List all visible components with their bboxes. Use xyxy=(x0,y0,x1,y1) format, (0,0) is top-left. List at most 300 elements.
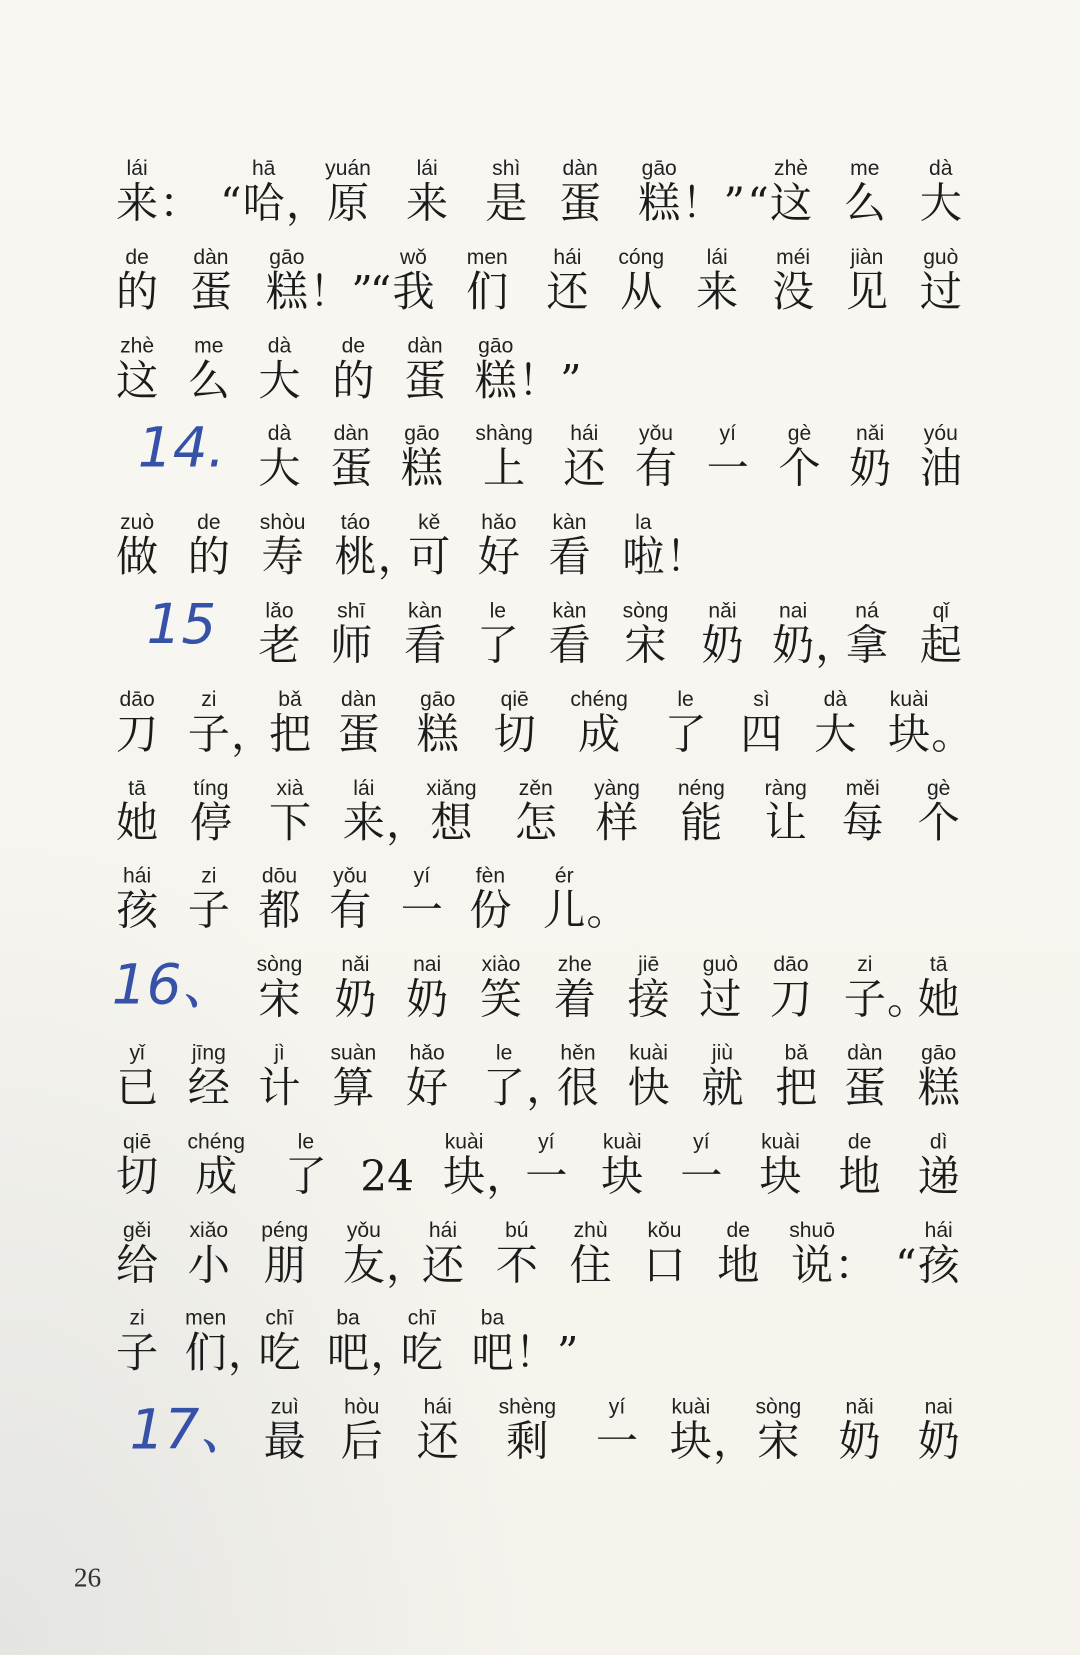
character-box xyxy=(698,975,742,1025)
hanzi-character: 给 xyxy=(116,1240,159,1290)
character-box xyxy=(405,975,449,1025)
character-box xyxy=(257,887,301,936)
punctuation-mark: “ xyxy=(219,179,242,228)
pinyin-syllable: le xyxy=(677,687,694,712)
pinyin-syllable: péng xyxy=(261,1218,309,1242)
hanzi-character: 蛋 xyxy=(330,444,373,494)
pinyin-syllable: me xyxy=(194,334,224,358)
punctuation-mark: ， xyxy=(230,710,274,759)
pinyin-syllable: shèng xyxy=(498,1395,557,1419)
hanzi-character: 来 xyxy=(342,798,385,848)
punctuation-mark: ， xyxy=(285,179,329,228)
pinyin-syllable: de xyxy=(341,334,366,358)
punctuation-mark: ！” xyxy=(309,267,373,317)
syllable-cell xyxy=(594,775,640,848)
pinyin-syllable: zhè xyxy=(120,334,155,358)
character-box xyxy=(514,798,558,848)
pinyin-syllable: dāo xyxy=(773,953,809,977)
character-box xyxy=(505,1417,549,1467)
character-box xyxy=(700,621,744,671)
pinyin-syllable: le xyxy=(489,599,507,623)
pinyin-syllable: dàn xyxy=(407,334,443,358)
hanzi-character: 糕 xyxy=(400,444,443,494)
pinyin-syllable: měi xyxy=(845,776,880,800)
handwritten-paragraph-number: 17、 xyxy=(129,1399,255,1463)
character-box xyxy=(416,1417,460,1467)
hanzi-character: 着 xyxy=(553,975,596,1025)
character-box xyxy=(845,267,889,317)
character-box xyxy=(917,798,961,848)
syllable-cell xyxy=(187,864,231,934)
hanzi-character: 成 xyxy=(195,1152,238,1201)
hanzi-character: 24 xyxy=(360,1152,414,1201)
pinyin-syllable: nai xyxy=(413,953,442,977)
character-box xyxy=(403,356,447,405)
hanzi-character: 们 xyxy=(184,1329,227,1378)
pinyin-syllable: chī xyxy=(407,1307,436,1331)
syllable-cell xyxy=(919,598,963,671)
character-box xyxy=(790,1240,877,1290)
syllable-cell xyxy=(813,687,857,757)
syllable-cell xyxy=(769,952,813,1025)
syllable-cell xyxy=(115,1129,159,1199)
hanzi-character: 上 xyxy=(483,444,526,494)
character-box xyxy=(115,267,159,317)
syllable-cell xyxy=(369,245,435,317)
syllable-cell xyxy=(257,422,301,492)
pinyin-syllable: zi xyxy=(129,1307,145,1331)
pinyin-syllable: lái xyxy=(126,157,148,181)
hanzi-character: 块 xyxy=(601,1152,644,1201)
hanzi-character: 了 xyxy=(664,710,707,759)
character-box xyxy=(919,444,963,494)
character-box xyxy=(115,1063,159,1113)
character-box xyxy=(716,1240,760,1290)
hanzi-character: 这 xyxy=(116,356,159,405)
text-line xyxy=(0,1041,1080,1111)
hanzi-character: 吧 xyxy=(326,1329,370,1378)
character-box xyxy=(663,710,707,759)
pinyin-syllable: kuài xyxy=(629,1041,668,1065)
character-box xyxy=(284,1152,328,1201)
hanzi-character: 起 xyxy=(919,621,962,671)
hanzi-character: 做 xyxy=(116,533,159,582)
hanzi-character: 还 xyxy=(416,1417,459,1467)
text-line xyxy=(0,1129,1080,1199)
syllable-cell xyxy=(328,864,372,934)
syllable-cell xyxy=(700,1041,744,1111)
character-box xyxy=(416,710,460,759)
syllable-cell xyxy=(115,687,159,757)
syllable-cell xyxy=(470,1306,579,1378)
syllable-cell xyxy=(342,1218,429,1290)
hanzi-character: 停 xyxy=(189,798,233,848)
syllable-cell xyxy=(917,952,961,1025)
pinyin-syllable: zhù xyxy=(573,1218,608,1242)
syllable-cell xyxy=(642,1218,686,1288)
hanzi-character: 个 xyxy=(778,444,821,494)
pinyin-syllable: jiàn xyxy=(850,245,884,269)
character-box xyxy=(837,1152,881,1201)
character-box xyxy=(369,267,435,317)
hanzi-character: 块 xyxy=(759,1152,802,1201)
hanzi-character: 友 xyxy=(342,1240,385,1290)
syllable-cell xyxy=(595,1395,639,1465)
syllable-cell xyxy=(547,598,591,671)
character-box xyxy=(115,1240,159,1290)
syllable-cell xyxy=(405,952,449,1025)
character-box xyxy=(917,1152,961,1201)
hanzi-character: 能 xyxy=(680,798,723,848)
syllable-cell xyxy=(848,422,892,492)
syllable-cell xyxy=(621,510,708,582)
character-box xyxy=(474,356,582,405)
pinyin-syllable: lǎo xyxy=(265,599,294,623)
syllable-cell xyxy=(669,1395,756,1467)
hanzi-character: 糕 xyxy=(638,179,681,228)
syllable-cell xyxy=(917,775,961,848)
punctuation-mark: ！ xyxy=(665,533,708,582)
punctuation-mark: “ xyxy=(747,179,769,228)
character-box xyxy=(547,621,591,671)
syllable-cell xyxy=(342,775,429,848)
hanzi-character: 怎 xyxy=(514,798,557,848)
text-line xyxy=(0,1306,1080,1376)
pinyin-syllable: men xyxy=(466,245,508,269)
pinyin-syllable: hái xyxy=(570,422,599,446)
character-box xyxy=(187,710,274,759)
syllable-cell xyxy=(845,245,889,315)
text-line xyxy=(0,687,1080,757)
pinyin-syllable: xiǎo xyxy=(189,1218,229,1242)
punctuation-mark: ： xyxy=(159,179,202,228)
syllable-cell xyxy=(416,1395,460,1465)
hanzi-character: 来 xyxy=(116,179,159,228)
pinyin-syllable: le xyxy=(297,1130,315,1154)
character-box xyxy=(848,444,892,494)
character-box xyxy=(265,267,373,317)
character-box xyxy=(257,975,301,1025)
hanzi-character: 刀 xyxy=(769,975,813,1025)
character-box xyxy=(400,444,444,494)
pinyin-syllable: qǐ xyxy=(932,599,949,623)
syllable-cell xyxy=(894,1218,961,1290)
pinyin-syllable: gè xyxy=(926,776,951,800)
text-line xyxy=(0,333,1080,403)
syllable-cell xyxy=(284,1129,328,1199)
pinyin-syllable: dà xyxy=(267,334,292,358)
syllable-cell xyxy=(115,1306,159,1376)
syllable-cell xyxy=(268,687,312,757)
hanzi-character: 是 xyxy=(485,179,528,228)
character-box xyxy=(331,1063,375,1113)
character-box xyxy=(468,887,512,936)
syllable-cell xyxy=(493,687,537,757)
syllable-cell xyxy=(545,245,589,315)
pinyin-syllable: kuài xyxy=(444,1130,484,1154)
pinyin-syllable: ná xyxy=(855,599,879,623)
text-line xyxy=(0,1218,1080,1288)
syllable-cell xyxy=(268,775,312,848)
character-box xyxy=(184,1329,271,1378)
character-box xyxy=(187,887,231,936)
hanzi-character: 来 xyxy=(406,179,449,228)
pinyin-syllable: zuò xyxy=(120,511,155,535)
punctuation-mark: ， xyxy=(370,1329,413,1378)
hanzi-character: 们 xyxy=(466,267,509,317)
punctuation-mark: 。 xyxy=(586,887,629,936)
pinyin-syllable: hěn xyxy=(560,1041,596,1065)
character-box xyxy=(764,798,808,848)
hanzi-character: 最 xyxy=(263,1417,306,1467)
hanzi-character: 切 xyxy=(116,1152,159,1201)
character-box xyxy=(679,1152,723,1201)
hanzi-character: 子 xyxy=(187,710,230,759)
character-box xyxy=(524,1152,568,1201)
character-box xyxy=(442,1152,529,1201)
pinyin-syllable: de xyxy=(125,245,149,269)
pinyin-syllable: ba xyxy=(480,1307,505,1331)
hanzi-character: 糕 xyxy=(917,1063,960,1113)
character-box xyxy=(626,1063,670,1113)
hanzi-character: 奶 xyxy=(334,975,377,1025)
character-box xyxy=(553,975,597,1025)
pinyin-syllable: suàn xyxy=(330,1041,377,1065)
pinyin-syllable: dàn xyxy=(562,157,598,181)
pinyin-syllable: yóu xyxy=(923,422,958,446)
syllable-cell xyxy=(331,333,375,403)
pinyin-syllable: gāo xyxy=(404,422,440,446)
character-box xyxy=(115,1329,159,1378)
syllable-cell xyxy=(524,1129,568,1199)
hanzi-character: 糕 xyxy=(474,356,517,405)
syllable-cell xyxy=(568,1218,612,1288)
character-box xyxy=(115,887,159,936)
pinyin-syllable: kàn xyxy=(408,599,443,623)
character-box xyxy=(577,710,621,759)
character-box xyxy=(771,621,858,671)
syllable-cell xyxy=(187,687,274,759)
pinyin-syllable: shòu xyxy=(259,511,306,535)
character-box xyxy=(261,533,305,582)
hanzi-character: 拿 xyxy=(845,621,889,671)
pinyin-syllable: zhè xyxy=(774,157,809,181)
character-box xyxy=(634,444,678,494)
syllable-cell xyxy=(400,1306,444,1376)
punctuation-mark: ： xyxy=(834,1240,877,1290)
syllable-cell xyxy=(330,1041,376,1111)
syllable-cell xyxy=(600,1129,644,1199)
syllable-cell xyxy=(553,952,597,1025)
pinyin-syllable: nǎi xyxy=(856,422,885,446)
hanzi-character: 我 xyxy=(392,267,435,317)
hanzi-character: 切 xyxy=(493,710,536,759)
character-box xyxy=(187,1240,231,1290)
character-box xyxy=(189,267,233,317)
character-box xyxy=(695,267,739,317)
pinyin-syllable: zěn xyxy=(518,776,553,800)
hanzi-character: 下 xyxy=(268,798,312,848)
syllable-cell xyxy=(405,1041,449,1111)
syllable-cell xyxy=(187,1041,231,1111)
pinyin-syllable: yǒu xyxy=(333,864,368,889)
hanzi-character: 块 xyxy=(442,1152,486,1201)
text-line xyxy=(0,245,1080,315)
syllable-cell xyxy=(479,952,523,1025)
hanzi-character: 把 xyxy=(775,1063,818,1113)
character-box xyxy=(845,621,889,671)
page-number: 26 xyxy=(73,1562,102,1593)
syllable-cell xyxy=(257,598,301,671)
character-box xyxy=(257,1063,301,1113)
character-box xyxy=(257,356,301,405)
syllable-cell xyxy=(187,510,231,580)
character-box xyxy=(219,179,329,228)
hanzi-character: 桃 xyxy=(334,533,377,582)
hanzi-character: 刀 xyxy=(116,710,159,759)
pinyin-syllable: guò xyxy=(923,245,959,269)
syllable-cell xyxy=(843,1041,887,1111)
syllable-cell xyxy=(845,598,889,671)
syllable-cell xyxy=(329,422,373,492)
syllable-cell xyxy=(115,156,202,228)
hanzi-character: 经 xyxy=(187,1063,230,1113)
hanzi-character: 看 xyxy=(403,621,447,671)
hanzi-character: 见 xyxy=(845,267,889,317)
character-box xyxy=(407,533,451,582)
hanzi-character: 孩 xyxy=(116,887,159,936)
character-box xyxy=(600,1152,644,1201)
hanzi-character: 老 xyxy=(258,621,301,671)
pinyin-syllable: nai xyxy=(779,599,808,623)
syllable-cell xyxy=(917,1395,961,1465)
syllable-cell xyxy=(475,422,532,492)
hanzi-character: 四 xyxy=(740,710,783,759)
syllable-cell xyxy=(764,775,808,848)
pinyin-syllable: shuō xyxy=(789,1218,835,1242)
syllable-cell xyxy=(115,864,159,934)
pinyin-syllable: de xyxy=(197,511,221,535)
hanzi-character: 接 xyxy=(627,975,670,1025)
pinyin-syllable: ràng xyxy=(764,776,807,800)
text-line xyxy=(0,510,1080,580)
pinyin-syllable: cóng xyxy=(618,245,665,269)
syllable-cell xyxy=(499,1395,556,1465)
pinyin-syllable: hái xyxy=(428,1218,458,1242)
syllable-cell xyxy=(716,1218,760,1288)
punctuation-mark: ， xyxy=(386,798,429,848)
pinyin-syllable: kuài xyxy=(761,1130,800,1154)
syllable-cell xyxy=(771,245,815,315)
pinyin-syllable: hòu xyxy=(344,1395,380,1419)
hanzi-character: 一 xyxy=(680,1152,723,1201)
punctuation-mark: ， xyxy=(526,1063,569,1113)
pinyin-syllable: kàn xyxy=(552,599,587,623)
pinyin-syllable: dàn xyxy=(847,1041,883,1065)
hanzi-character: 大 xyxy=(258,444,301,494)
pinyin-syllable: méi xyxy=(776,245,811,269)
hanzi-character: 大 xyxy=(258,356,301,405)
punctuation-mark: 。 xyxy=(887,975,930,1025)
handwritten-paragraph-number: 14. xyxy=(137,416,226,481)
pinyin-syllable: shàng xyxy=(475,422,533,446)
pinyin-syllable: dāo xyxy=(119,687,155,712)
character-box xyxy=(493,710,537,759)
character-box xyxy=(263,1240,307,1290)
syllable-cell xyxy=(626,1041,670,1111)
character-box xyxy=(187,533,231,582)
syllable-cell xyxy=(261,1218,308,1288)
hanzi-character: 没 xyxy=(772,267,815,317)
syllable-cell xyxy=(663,687,707,757)
pinyin-syllable: yí xyxy=(413,864,431,889)
hanzi-character: 朋 xyxy=(263,1240,306,1290)
hanzi-character: 看 xyxy=(548,533,591,582)
character-box xyxy=(360,1152,414,1201)
character-box xyxy=(642,1240,686,1290)
character-box xyxy=(568,1240,612,1290)
hanzi-character: 有 xyxy=(329,887,372,936)
syllable-cell xyxy=(256,952,303,1025)
syllable-cell xyxy=(755,1395,801,1465)
pinyin-syllable: la xyxy=(635,511,652,535)
pinyin-syllable: zi xyxy=(857,953,873,977)
pinyin-syllable: kàn xyxy=(552,511,587,535)
character-box xyxy=(342,798,429,848)
syllable-cell xyxy=(333,952,377,1025)
character-box xyxy=(187,356,231,405)
syllable-cell xyxy=(421,1218,465,1288)
syllable-cell xyxy=(618,245,664,315)
syllable-cell xyxy=(400,422,444,492)
pinyin-syllable: gāo xyxy=(420,687,456,712)
hanzi-character: 蛋 xyxy=(843,1063,886,1113)
pinyin-syllable: ba xyxy=(336,1307,360,1331)
punctuation-mark: ！” xyxy=(517,356,582,405)
punctuation-mark: 。 xyxy=(931,710,974,759)
pinyin-syllable: hái xyxy=(553,245,582,269)
pinyin-syllable: nǎi xyxy=(708,599,737,623)
syllable-cell xyxy=(189,245,233,315)
pinyin-syllable: jiē xyxy=(638,953,660,977)
syllable-cell xyxy=(400,864,444,934)
character-box xyxy=(595,798,639,848)
pinyin-syllable: lái xyxy=(706,245,728,269)
character-box xyxy=(706,444,750,494)
punctuation-mark: ， xyxy=(486,1152,529,1201)
syllable-cell xyxy=(739,687,783,757)
hanzi-character: 儿 xyxy=(543,887,586,936)
pinyin-syllable: gāo xyxy=(921,1041,957,1065)
character-box xyxy=(482,1063,569,1113)
pinyin-syllable: dōu xyxy=(261,864,298,889)
hanzi-character: 大 xyxy=(814,710,857,759)
character-box xyxy=(558,179,602,228)
hanzi-character: 蛋 xyxy=(189,267,233,317)
character-box xyxy=(919,267,963,317)
hanzi-character: 蛋 xyxy=(403,356,447,405)
syllable-cell xyxy=(843,952,930,1025)
syllable-cell xyxy=(570,687,627,757)
character-box xyxy=(669,1417,756,1467)
character-box xyxy=(403,621,447,671)
character-box xyxy=(894,1240,961,1290)
hanzi-character: 了 xyxy=(483,1063,526,1113)
hanzi-character: 师 xyxy=(330,621,373,671)
hanzi-character: 地 xyxy=(717,1240,760,1290)
character-box xyxy=(623,621,667,671)
syllable-cell xyxy=(558,156,602,226)
